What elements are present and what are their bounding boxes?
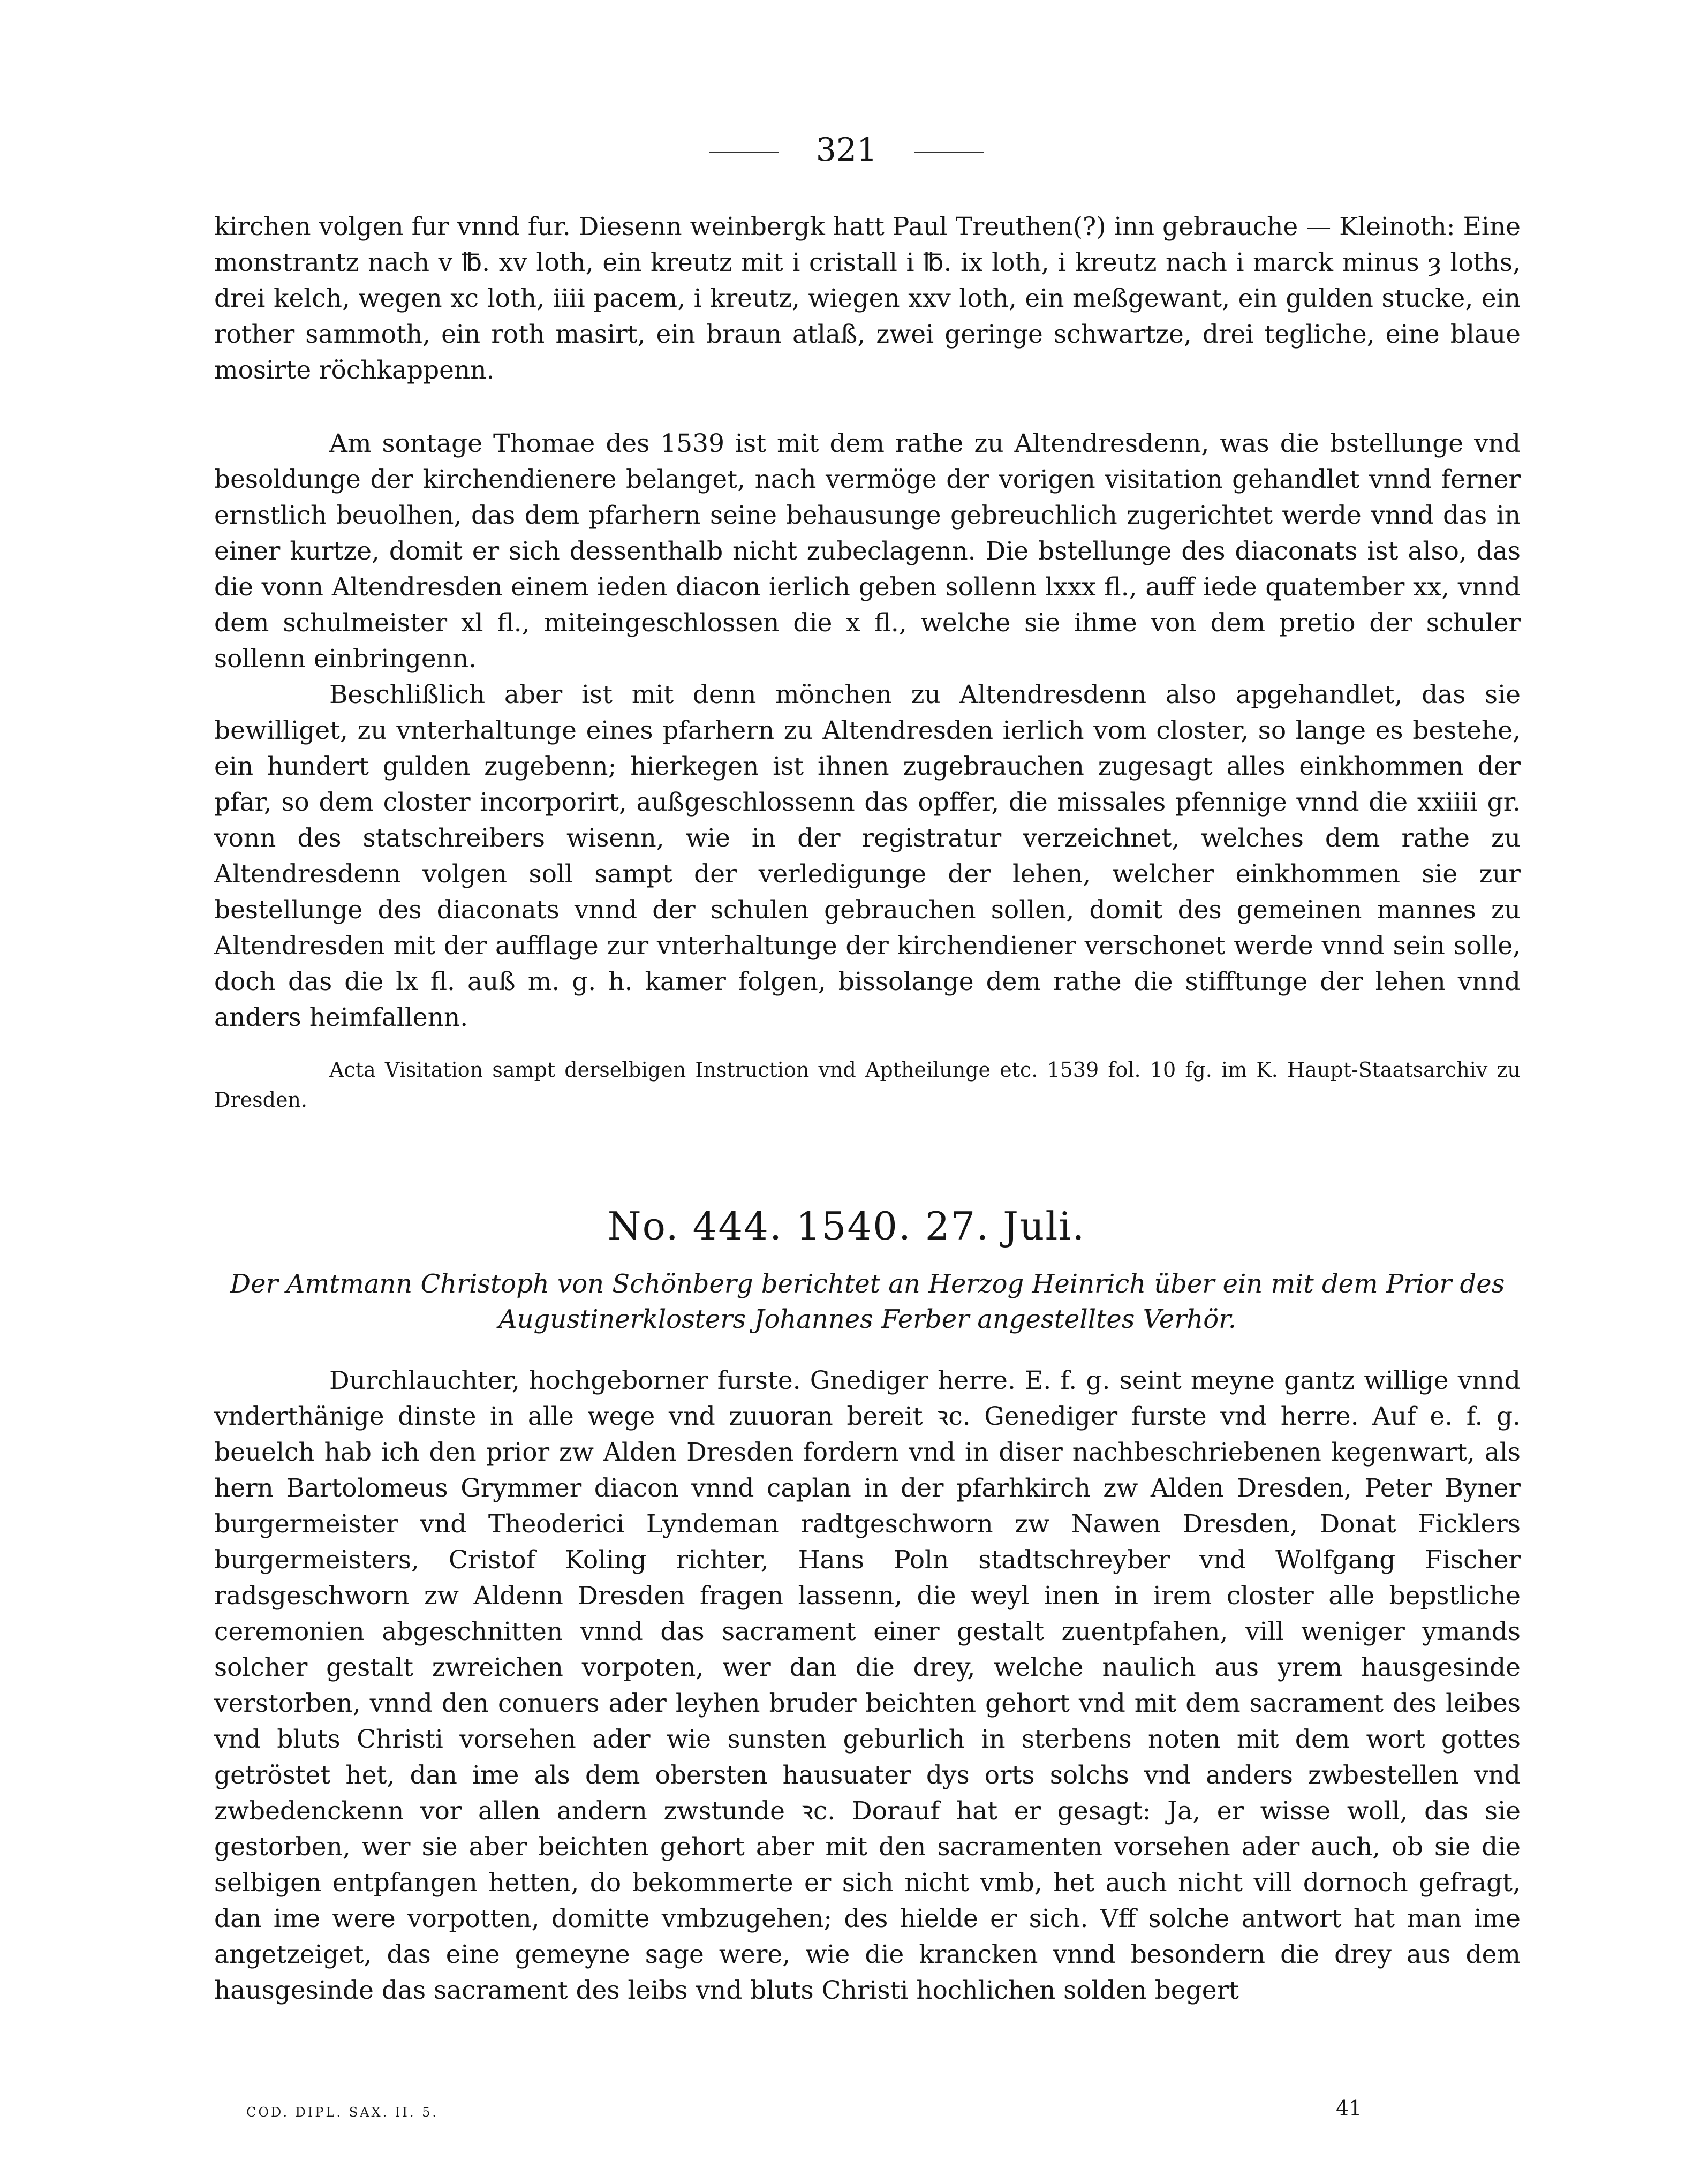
paragraph-beschlisslich: Beschlißlich aber ist mit denn mönchen zu Altendresdenn also apgehandlet, das sie bewilliget, zu vnterhaltunge eines pfarhern zu Altendresden ierlich vom closter, so lange es bestehe, ein hundert gulden zugebenn; hierkegen ist ihnen zugebrauchen zugesagt alles einkhommen der pfar, so dem closter incorporirt, außgeschlossenn das opffer, die missales pfennige vnnd die xxiiii gr. vonn des statschreibers wisenn, wie in der registratur verzeichnet, welches dem rathe zu Altendresdenn volgen soll sampt der verledigunge der lehen, welcher einkhommen sie zur bestellunge des diaconats vnnd der schulen gebrauchen sollen, domit des gemeinen mannes zu Altendresden mit der aufflage zur vnterhaltunge der kirchendiener verschonet werde vnnd sein solle, doch das die lx fl. auß m. g. h. kamer folgen, bissolange dem rathe die stifftunge der lehen vnnd anders heimfallenn. <box>214 680 1521 1032</box>
paragraph-letter: Durchlauchter, hochgeborner furste. Gnediger herre. E. f. g. seint meyne gantz willige vnnd vnderthänige dinste in alle wege vnd zuuoran bereit ꝛc. Genediger furste vnd herre. Auf e. f. g. beuelch hab ich den prior zw Alden Dresden fordern vnd in diser nachbeschriebenen kegenwart, als hern Bartolomeus Grymmer diacon vnnd caplan in der pfarhkirch zw Alden Dresden, Peter Byner burgermeister vnd Theoderici Lyndeman radtgeschworn zw Nawen Dresden, Donat Ficklers burgermeisters, Cristof Koling richter, Hans Poln stadtschreyber vnd Wolfgang Fischer radsgeschworn zw Aldenn Dresden fragen lassenn, die weyl inen in irem closter alle bepstliche ceremonien abgeschnitten vnnd das sacrament einer gestalt zuentpfahen, vill weniger ymands solcher gestalt zwreichen vorpoten, wer dan die drey, welche naulich aus yrem hausgesinde verstorben, vnnd den conuers ader leyhen bruder beichten gehort vnd mit dem sacrament des leibes vnd bluts Christi vorsehen ader wie sunsten geburlich in sterbens noten mit dem wort gottes getröstet het, dan ime als dem obersten hausuater dys orts solchs vnd anders zwbestellen vnd zwbedenckenn vor allen andern zwstunde ꝛc. Dorauf hat er gesagt: Ja, er wisse woll, das sie gestorben, wer sie aber beichten gehort aber mit den sacramenten vorsehen ader auch, ob sie die selbigen entpfangen hetten, do bekommerte er sich nicht vmb, het auch nicht vill dornoch gefragt, dan ime were vorpotten, domitte vmbzugehen; des hielde er sich. Vff solche antwort hat man ime angetzeiget, das eine gemeyne sage were, wie die krancken vnnd besondern die drey aus dem hausgesinde das sacrament des leibs vnd bluts Christi hochlichen solden begert <box>214 1366 1521 2005</box>
header-rule-left <box>709 152 779 153</box>
page-header <box>0 129 1693 171</box>
document-summary: Der Amtmann Christoph von Schönberg berichtet an Herzog Heinrich über ein mit dem Prior des Augustinerklosters Johannes Ferber angestelltes Verhör. <box>230 1269 1505 1334</box>
sheet-number: 41 <box>1336 2096 1362 2120</box>
letter-body <box>214 1363 1521 2008</box>
source-citation: Acta Visitation sampt derselbigen Instruction vnd Aptheilunge etc. 1539 fol. 10 fg. im K. Haupt-Staatsarchiv zu Dresden. <box>214 1058 1521 1112</box>
document-heading: No. 444. 1540. 27. Juli. <box>607 1204 1086 1249</box>
header-rule-right <box>914 152 984 153</box>
visitation-paragraphs <box>214 426 1521 1036</box>
paragraph-sontage-thomae: Am sontage Thomae des 1539 ist mit dem rathe zu Altendresdenn, was die bstellunge vnd besoldunge der kirchendienere belanget, nach vermöge der vorigen visitation gehandlet vnnd ferner ernstlich beuolhen, das dem pfarhern seine behausunge gebreuchlich zugerichtet werde vnnd das in einer kurtze, domit er sich dessenthalb nicht zubeclagenn. Die bstellunge des diaconats ist also, das die vonn Altendresden einem ieden diacon ierlich geben sollenn lxxx fl., auff iede quatember xx, vnnd dem schulmeister xl fl., miteingeschlossen die x fl., welche sie ihme von dem pretio der schuler sollenn einbringenn. <box>214 429 1521 674</box>
paragraph-kleinoth: kirchen volgen fur vnnd fur. Diesenn weinbergk hatt Paul Treuthen(?) inn gebrauche — Kleinoth: Eine monstrantz nach v ℔. xv loth, ein kreutz mit i cristall i ℔. ix loth, i kreutz nach i marck minus ȝ loths, drei kelch, wegen xc loth, iiii pacem, i kreutz, wiegen xxv loth, ein meßgewant, ein gulden stucke, ein rother sammoth, ein roth masirt, ein braun atlaß, zwei geringe schwartze, drei tegliche, eine blaue mosirte röchkappenn. <box>214 212 1521 385</box>
inventory-paragraph <box>214 209 1521 388</box>
signature-mark: COD. DIPL. SAX. II. 5. <box>246 2105 439 2120</box>
page-number: 321 <box>815 131 878 169</box>
